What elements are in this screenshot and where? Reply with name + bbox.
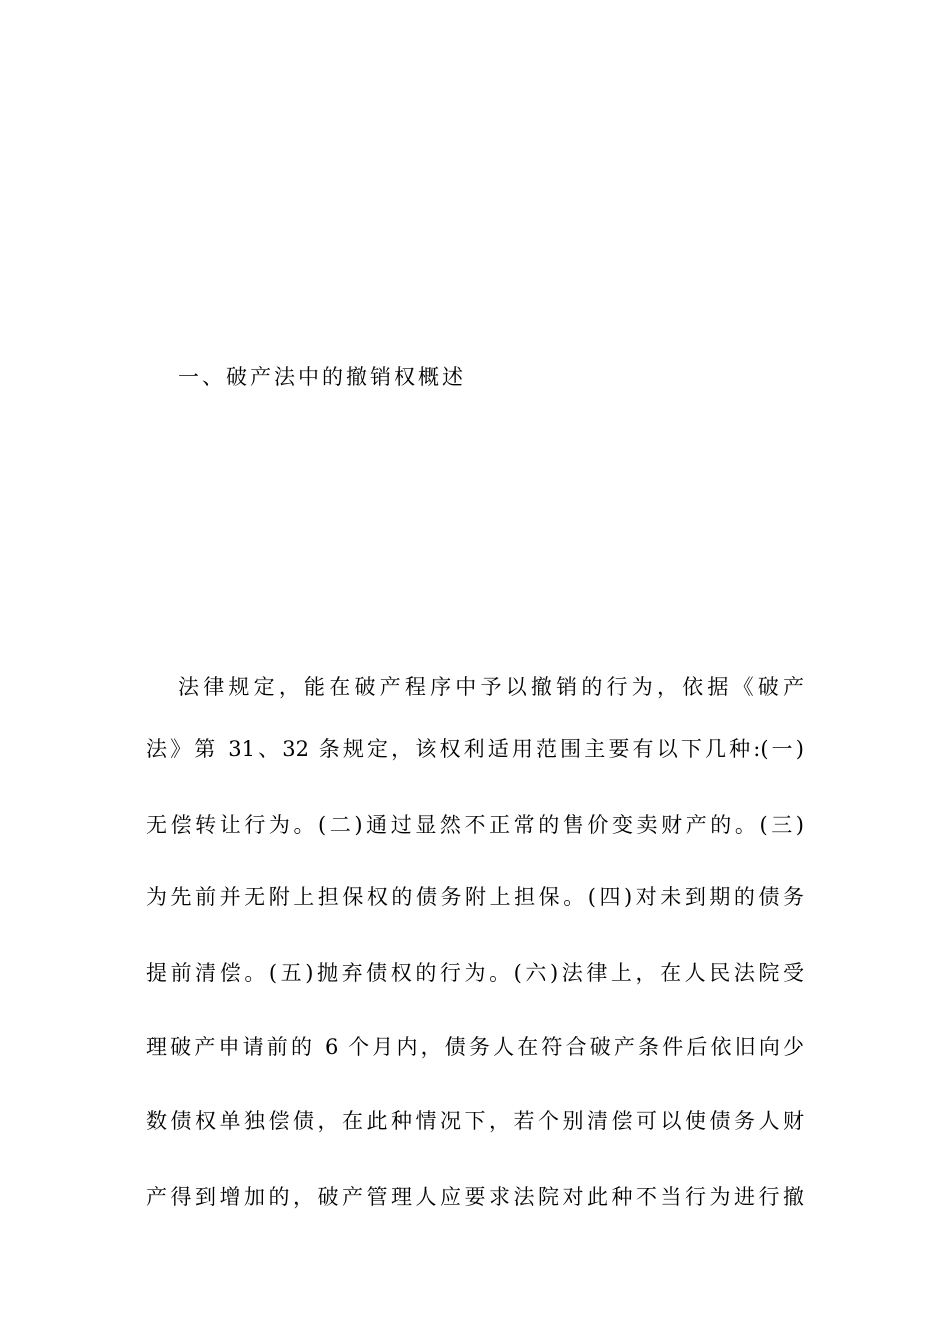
paragraph-line: 产得到增加的，破产管理人应要求法院对此种不当行为进行撤 <box>146 1185 804 1209</box>
paragraph-line: 无偿转让行为。(二)通过显然不正常的售价变卖财产的。(三) <box>146 813 804 837</box>
paragraph-line: 为先前并无附上担保权的债务附上担保。(四)对未到期的债务 <box>146 885 804 909</box>
section-heading: 一、破产法中的撤销权概述 <box>178 365 466 389</box>
paragraph-line: 提前清偿。(五)抛弃债权的行为。(六)法律上，在人民法院受 <box>146 961 804 985</box>
paragraph-line: 法律规定，能在破产程序中予以撤销的行为，依据《破产 <box>178 675 804 699</box>
paragraph-line: 理破产申请前的 6 个月内，债务人在符合破产条件后依旧向少 <box>146 1035 804 1059</box>
paragraph-line: 法》第 31、32 条规定，该权利适用范围主要有以下几种:(一) <box>146 737 804 761</box>
paragraph-line: 数债权单独偿债，在此种情况下，若个别清偿可以使债务人财 <box>146 1109 804 1133</box>
